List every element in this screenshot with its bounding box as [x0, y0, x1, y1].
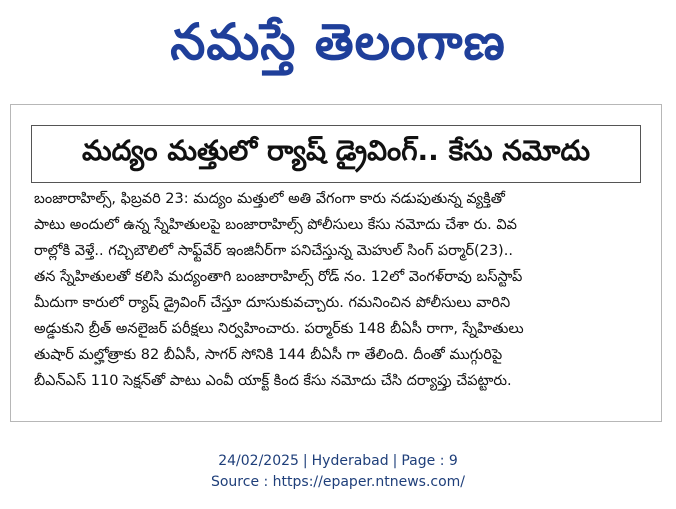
separator: |: [392, 453, 398, 469]
article-line: అడ్డుకుని బ్రీత్ అనలైజర్ పరీక్షలు నిర్వహించారు. పర్మార్‌కు 148 బీఏసీ రాగా, స్నేహితులు: [34, 321, 524, 337]
headline-box: [31, 125, 641, 183]
edition-date: 24/02/2025: [218, 453, 299, 469]
newspaper-masthead: [0, 8, 676, 76]
edition-city: Hyderabad: [311, 453, 389, 469]
newspaper-logo: నమస్తే తెలంగాణ: [170, 13, 506, 71]
article-line: మీదుగా కారులో ర్యాష్ డ్రైవింగ్ చేస్తూ దూసుకువచ్చారు. గమనించిన పోలీసులు వారిని: [34, 295, 511, 311]
separator: |: [302, 453, 308, 469]
article-line: తన స్నేహితులతో కలిసి మద్యంతాగి బంజారాహిల్స్ రోడ్ నం. 12లో వెంగళ్‌రావు బస్‌స్టాప్: [34, 269, 523, 285]
edition-info: [0, 451, 676, 472]
article-headline: మద్యం మత్తులో ర్యాష్ డ్రైవింగ్.. కేసు నమోదు: [81, 134, 591, 167]
edition-page: Page : 9: [401, 453, 458, 469]
article-line: పాటు అందులో ఉన్న స్నేహితులపై బంజారాహిల్స్ పోలీసులు కేసు నమోదు చేశా రు. వివ: [34, 217, 517, 233]
article-line: తుషార్ మల్హోత్రాకు 82 బీఏసీ, సాగర్ సోనికి 144 బీఏసీ గా తేలింది. దీంతో ముగ్గురిపై: [34, 347, 503, 363]
source-link[interactable]: Source : https://epaper.ntnews.com/: [210, 474, 466, 490]
article-line: రాల్లోకి వెళ్తే.. గచ్చిబౌలిలో సాఫ్ట్‌వేర్ ఇంజినీర్‌గా పనిచేస్తున్న మెహుల్ సింగ్ పర్మార్(23)..: [34, 243, 513, 259]
footer: [0, 451, 676, 493]
article-body: [34, 186, 642, 394]
article-line: బంజారాహిల్స్, ఫిబ్రవరి 23: మద్యం మత్తులో అతి వేగంగా కారు నడుపుతున్న వ్యక్తితో: [34, 191, 505, 207]
article-line: బీఎన్ఎస్ 110 సెక్షన్‌తో పాటు ఎంవీ యాక్ట్ కింద కేసు నమోదు చేసి దర్యాప్తు చేపట్టారు.: [34, 373, 512, 389]
